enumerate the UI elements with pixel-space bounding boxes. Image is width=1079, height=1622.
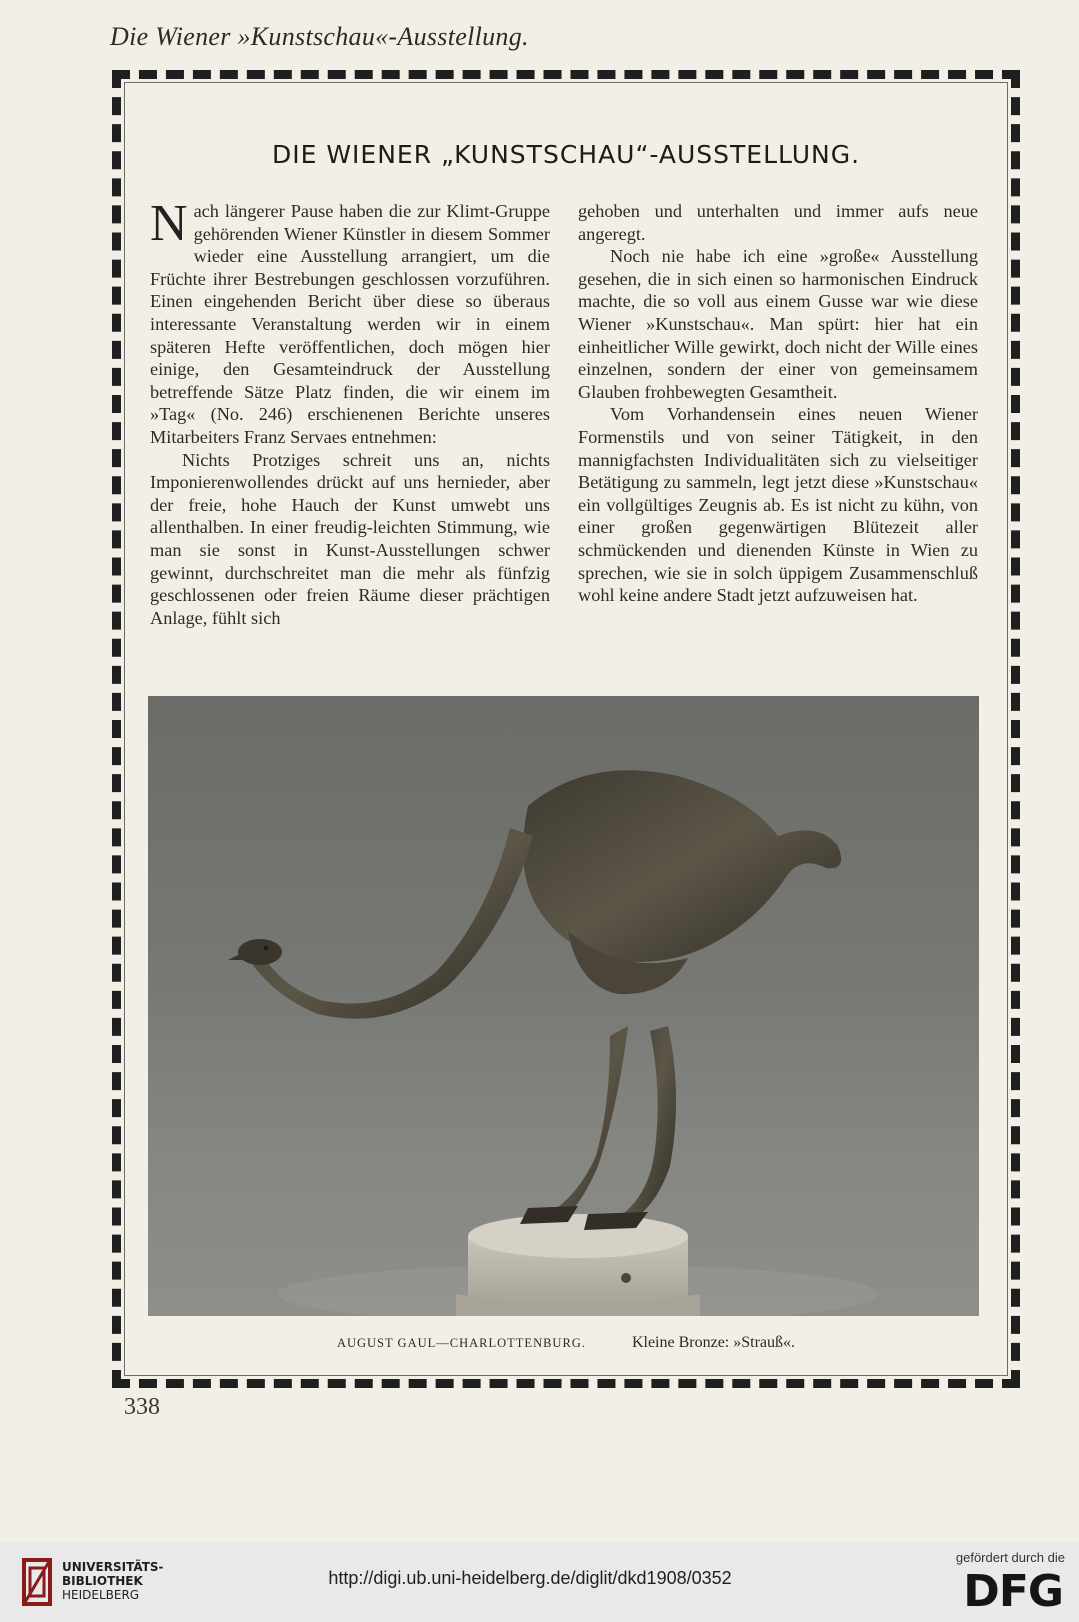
library-name: UNIVERSITÄTS- BIBLIOTHEK HEIDELBERG — [62, 1560, 164, 1602]
article-title: DIE WIENER „KUNSTSCHAU“-AUSSTELLUNG. — [271, 140, 861, 169]
caption-title: Kleine Bronze: »Strauß«. — [631, 1334, 796, 1351]
left-paragraph-2: Nichts Protziges schreit uns an, nichts Imponierenwollendes drückt auf uns hernieder, aber der freie, hohe Hauch der Kunst umwebt uns allenthalben. In einer freudig-leichten Stimmung, wie man sie sonst in Kunst-Ausstellungen schwer gewinnt, durchschreitet man die mehr als fünfzig geschlossenen oder freien Räume dieser prächtigen Anlage, fühlt sich — [150, 449, 550, 628]
left-text-column — [150, 195, 550, 629]
right-text-column — [578, 200, 978, 607]
ostrich-neck — [248, 828, 533, 1019]
dfg-logo: DFG — [963, 1566, 1063, 1617]
university-library-logo-icon — [20, 1556, 54, 1608]
pedestal-top — [468, 1214, 688, 1258]
permalink-url[interactable]: http://digi.ub.uni-heidelberg.de/diglit/dkd1908/0352 — [328, 1568, 732, 1588]
figure-caption — [124, 1334, 1008, 1352]
right-paragraph-3: Vom Vorhandensein eines neuen Wiener Formenstils und von seiner Tätigkeit, in den mannigfachsten Individualitäten sich zu vielseitiger Betätigung zu sammeln, legt jetzt diese »Kunstschau« ein vollgültiges Zeugnis ab. Es ist nicht zu kühn, von einer großen gegenwärtigen Blütezeit aller schmückenden und dienenden Künste in Wien zu sprechen, wie sie in solch üppigem Zusammenschluß wohl keine andere Stadt jetzt aufzuweisen hat. — [578, 404, 978, 606]
ostrich-bronze-photograph — [148, 696, 979, 1316]
pedestal-knob — [621, 1273, 631, 1283]
dropcap: N — [150, 195, 188, 252]
left-paragraph-1: Nach längerer Pause haben die zur Klimt-Gruppe gehörenden Wiener Künstler in diesem Sommer wieder eine Ausstellung arrangiert, um die Früchte ihrer Bestrebungen geschlossen vorzuführen. Einen eingehenden Bericht über diese so überaus interessante Veranstaltung werden wir in einem späteren Hefte veröffentlichen, doch mögen hier einige, den Gesamteindruck der Ausstellung betreffende Sätze Platz finden, die wir einem im »Tag« (No. 246) erschienenen Berichte unseres Mitarbeiters Franz Servaes entnehmen: — [150, 195, 550, 447]
right-paragraph-2: Noch nie habe ich eine »große« Ausstellung gesehen, die in sich einen so harmonischen Eindruck machte, die so voll aus einem Gusse war wie diese Wiener »Kunstschau«. Man spürt: hier hat ein einheitlicher Wille gewirkt, doch nicht der Wille eines einzelnen, sondern der einer von gemeinsamem Glauben frohbewegten Gesamtheit. — [578, 246, 978, 402]
running-head: Die Wiener »Kunstschau«-Ausstellung. — [110, 22, 529, 51]
funded-by-label: gefördert durch die — [955, 1550, 1065, 1565]
ostrich-head — [238, 939, 282, 965]
ostrich-body — [523, 770, 841, 962]
page-number: 338 — [124, 1394, 160, 1420]
ostrich-sculpture-illustration — [148, 696, 979, 1316]
caption-artist: AUGUST GAUL—CHARLOTTENBURG. — [336, 1336, 586, 1350]
digitization-footer — [0, 1542, 1079, 1622]
right-paragraph-1: gehoben und unterhalten und immer aufs neue angeregt. — [578, 201, 978, 244]
